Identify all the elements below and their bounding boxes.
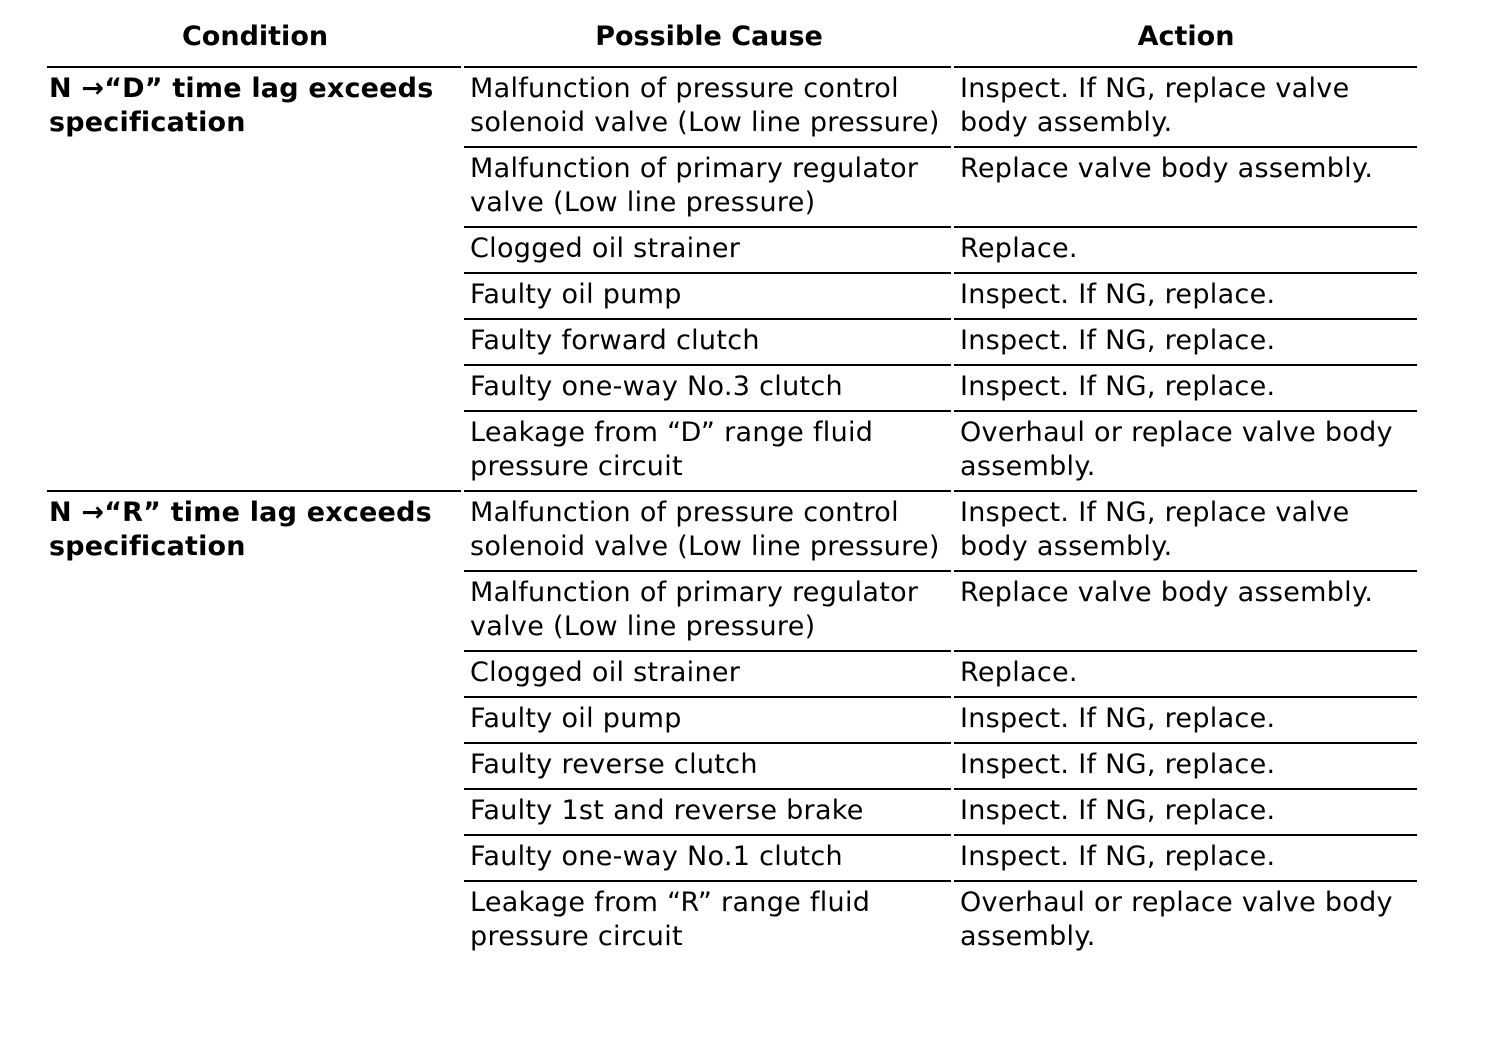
table-row (464, 66, 1417, 146)
action-cell: Inspect. If NG, replace. (954, 742, 1417, 788)
cause-action-rows (464, 66, 1417, 490)
table-row (464, 226, 1417, 272)
cause-cell: Faulty oil pump (464, 696, 951, 742)
table-row (464, 742, 1417, 788)
action-cell: Inspect. If NG, replace. (954, 696, 1417, 742)
table-row (464, 490, 1417, 570)
cause-cell: Clogged oil strainer (464, 226, 951, 272)
action-cell: Overhaul or replace valve body assembly. (954, 410, 1417, 490)
table-row (464, 318, 1417, 364)
cause-cell: Malfunction of primary regulator valve (Low line pressure) (464, 146, 951, 226)
action-cell: Inspect. If NG, replace. (954, 364, 1417, 410)
table-row (464, 696, 1417, 742)
action-cell: Inspect. If NG, replace valve body assembly. (954, 490, 1417, 570)
table-row (464, 880, 1417, 960)
action-cell: Replace valve body assembly. (954, 570, 1417, 650)
action-cell: Inspect. If NG, replace. (954, 318, 1417, 364)
table-row (464, 834, 1417, 880)
header-action: Action (1137, 21, 1235, 52)
cause-cell: Leakage from “D” range fluid pressure circuit (464, 410, 951, 490)
cause-cell: Leakage from “R” range fluid pressure circuit (464, 880, 951, 960)
action-cell: Inspect. If NG, replace. (954, 788, 1417, 834)
cause-cell: Malfunction of pressure control solenoid valve (Low line pressure) (464, 490, 951, 570)
cause-cell: Faulty oil pump (464, 272, 951, 318)
action-cell: Replace. (954, 650, 1417, 696)
condition-group (47, 490, 1417, 960)
action-cell: Inspect. If NG, replace. (954, 834, 1417, 880)
condition-cell: N →“D” time lag exceeds specification (47, 66, 461, 140)
table-row (464, 364, 1417, 410)
cause-cell: Malfunction of primary regulator valve (Low line pressure) (464, 570, 951, 650)
action-cell: Overhaul or replace valve body assembly. (954, 880, 1417, 960)
cause-cell: Faulty 1st and reverse brake (464, 788, 951, 834)
action-cell: Replace valve body assembly. (954, 146, 1417, 226)
cause-cell: Clogged oil strainer (464, 650, 951, 696)
table-row (464, 650, 1417, 696)
cause-action-rows (464, 490, 1417, 960)
table-row (464, 146, 1417, 226)
action-cell: Replace. (954, 226, 1417, 272)
table-row (464, 410, 1417, 490)
cause-cell: Malfunction of pressure control solenoid valve (Low line pressure) (464, 66, 951, 146)
table-row (464, 272, 1417, 318)
cause-cell: Faulty one-way No.3 clutch (464, 364, 951, 410)
condition-group (47, 66, 1417, 490)
cause-cell: Faulty one-way No.1 clutch (464, 834, 951, 880)
header-possible-cause: Possible Cause (595, 21, 823, 52)
condition-cell: N →“R” time lag exceeds specification (47, 490, 461, 564)
table-row (464, 570, 1417, 650)
troubleshooting-table (47, 18, 1417, 960)
table-header (47, 18, 1417, 66)
cause-cell: Faulty forward clutch (464, 318, 951, 364)
action-cell: Inspect. If NG, replace. (954, 272, 1417, 318)
action-cell: Inspect. If NG, replace valve body assembly. (954, 66, 1417, 146)
table-row (464, 788, 1417, 834)
header-condition: Condition (181, 21, 329, 52)
cause-cell: Faulty reverse clutch (464, 742, 951, 788)
